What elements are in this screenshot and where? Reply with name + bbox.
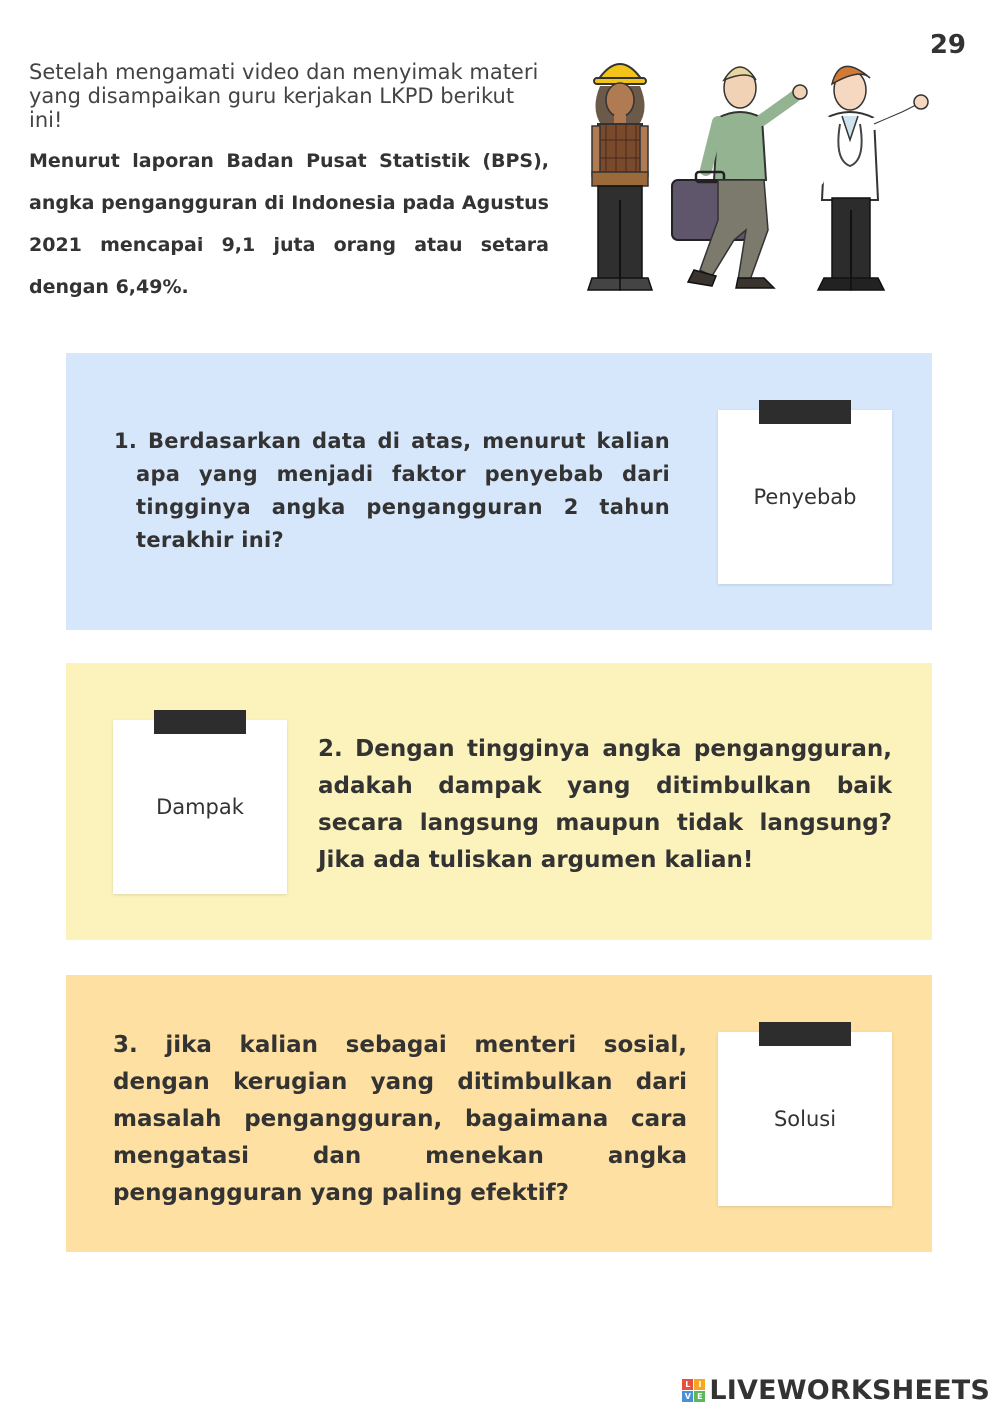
doctor-icon bbox=[818, 66, 928, 290]
tape-strip bbox=[759, 400, 851, 424]
question-1-line: 1. Berdasarkan data di atas, menurut kalian apa yang menjadi faktor penyebab dari tingginya angka pengangguran 2 tahun terakhir ini? bbox=[114, 429, 670, 552]
question-2-text: 2. Dengan tingginya angka pengangguran, adakah dampak yang ditimbulkan baik secara langsung maupun tidak langsung? Jika ada tuliskan argumen kalian! bbox=[318, 736, 892, 873]
liveworksheets-logo-icon bbox=[682, 1379, 705, 1402]
answer-box-penyebab[interactable] bbox=[718, 410, 892, 584]
question-1-text bbox=[114, 425, 670, 557]
answer-box-label: Penyebab bbox=[753, 485, 857, 509]
construction-worker-icon bbox=[588, 64, 652, 290]
intro-instruction: Setelah mengamati video dan menyimak materi yang disampaikan guru kerjakan LKPD berikut ini! bbox=[29, 60, 539, 132]
question-panel-3 bbox=[66, 975, 932, 1252]
tape-strip bbox=[759, 1022, 851, 1046]
answer-box-solusi[interactable] bbox=[718, 1032, 892, 1206]
logo-letter: I bbox=[694, 1379, 705, 1390]
answer-box-label: Solusi bbox=[773, 1107, 837, 1131]
question-panel-1 bbox=[66, 353, 932, 630]
brand-name: LIVEWORKSHEETS bbox=[709, 1375, 990, 1406]
liveworksheets-brand bbox=[682, 1375, 990, 1406]
answer-box-label: Dampak bbox=[156, 795, 244, 819]
businessman-with-briefcase-icon bbox=[672, 67, 807, 288]
page-number: 29 bbox=[929, 30, 966, 60]
logo-letter: L bbox=[682, 1379, 693, 1390]
logo-letter: E bbox=[694, 1391, 705, 1402]
logo-letter: V bbox=[682, 1391, 693, 1402]
answer-box-dampak[interactable] bbox=[113, 720, 287, 894]
intro-statement: Menurut laporan Badan Pusat Statistik (BPS), angka pengangguran di Indonesia pada Agustus 2021 mencapai 9,1 juta orang atau setara dengan 6,49%. bbox=[29, 150, 549, 298]
question-panel-2 bbox=[66, 663, 932, 940]
characters-illustration bbox=[578, 40, 938, 300]
tape-strip bbox=[154, 710, 246, 734]
question-3-text: 3. jika kalian sebagai menteri sosial, dengan kerugian yang ditimbulkan dari masalah pengangguran, bagaimana cara mengatasi dan menekan angka pengangguran yang paling efektif? bbox=[113, 1032, 687, 1206]
